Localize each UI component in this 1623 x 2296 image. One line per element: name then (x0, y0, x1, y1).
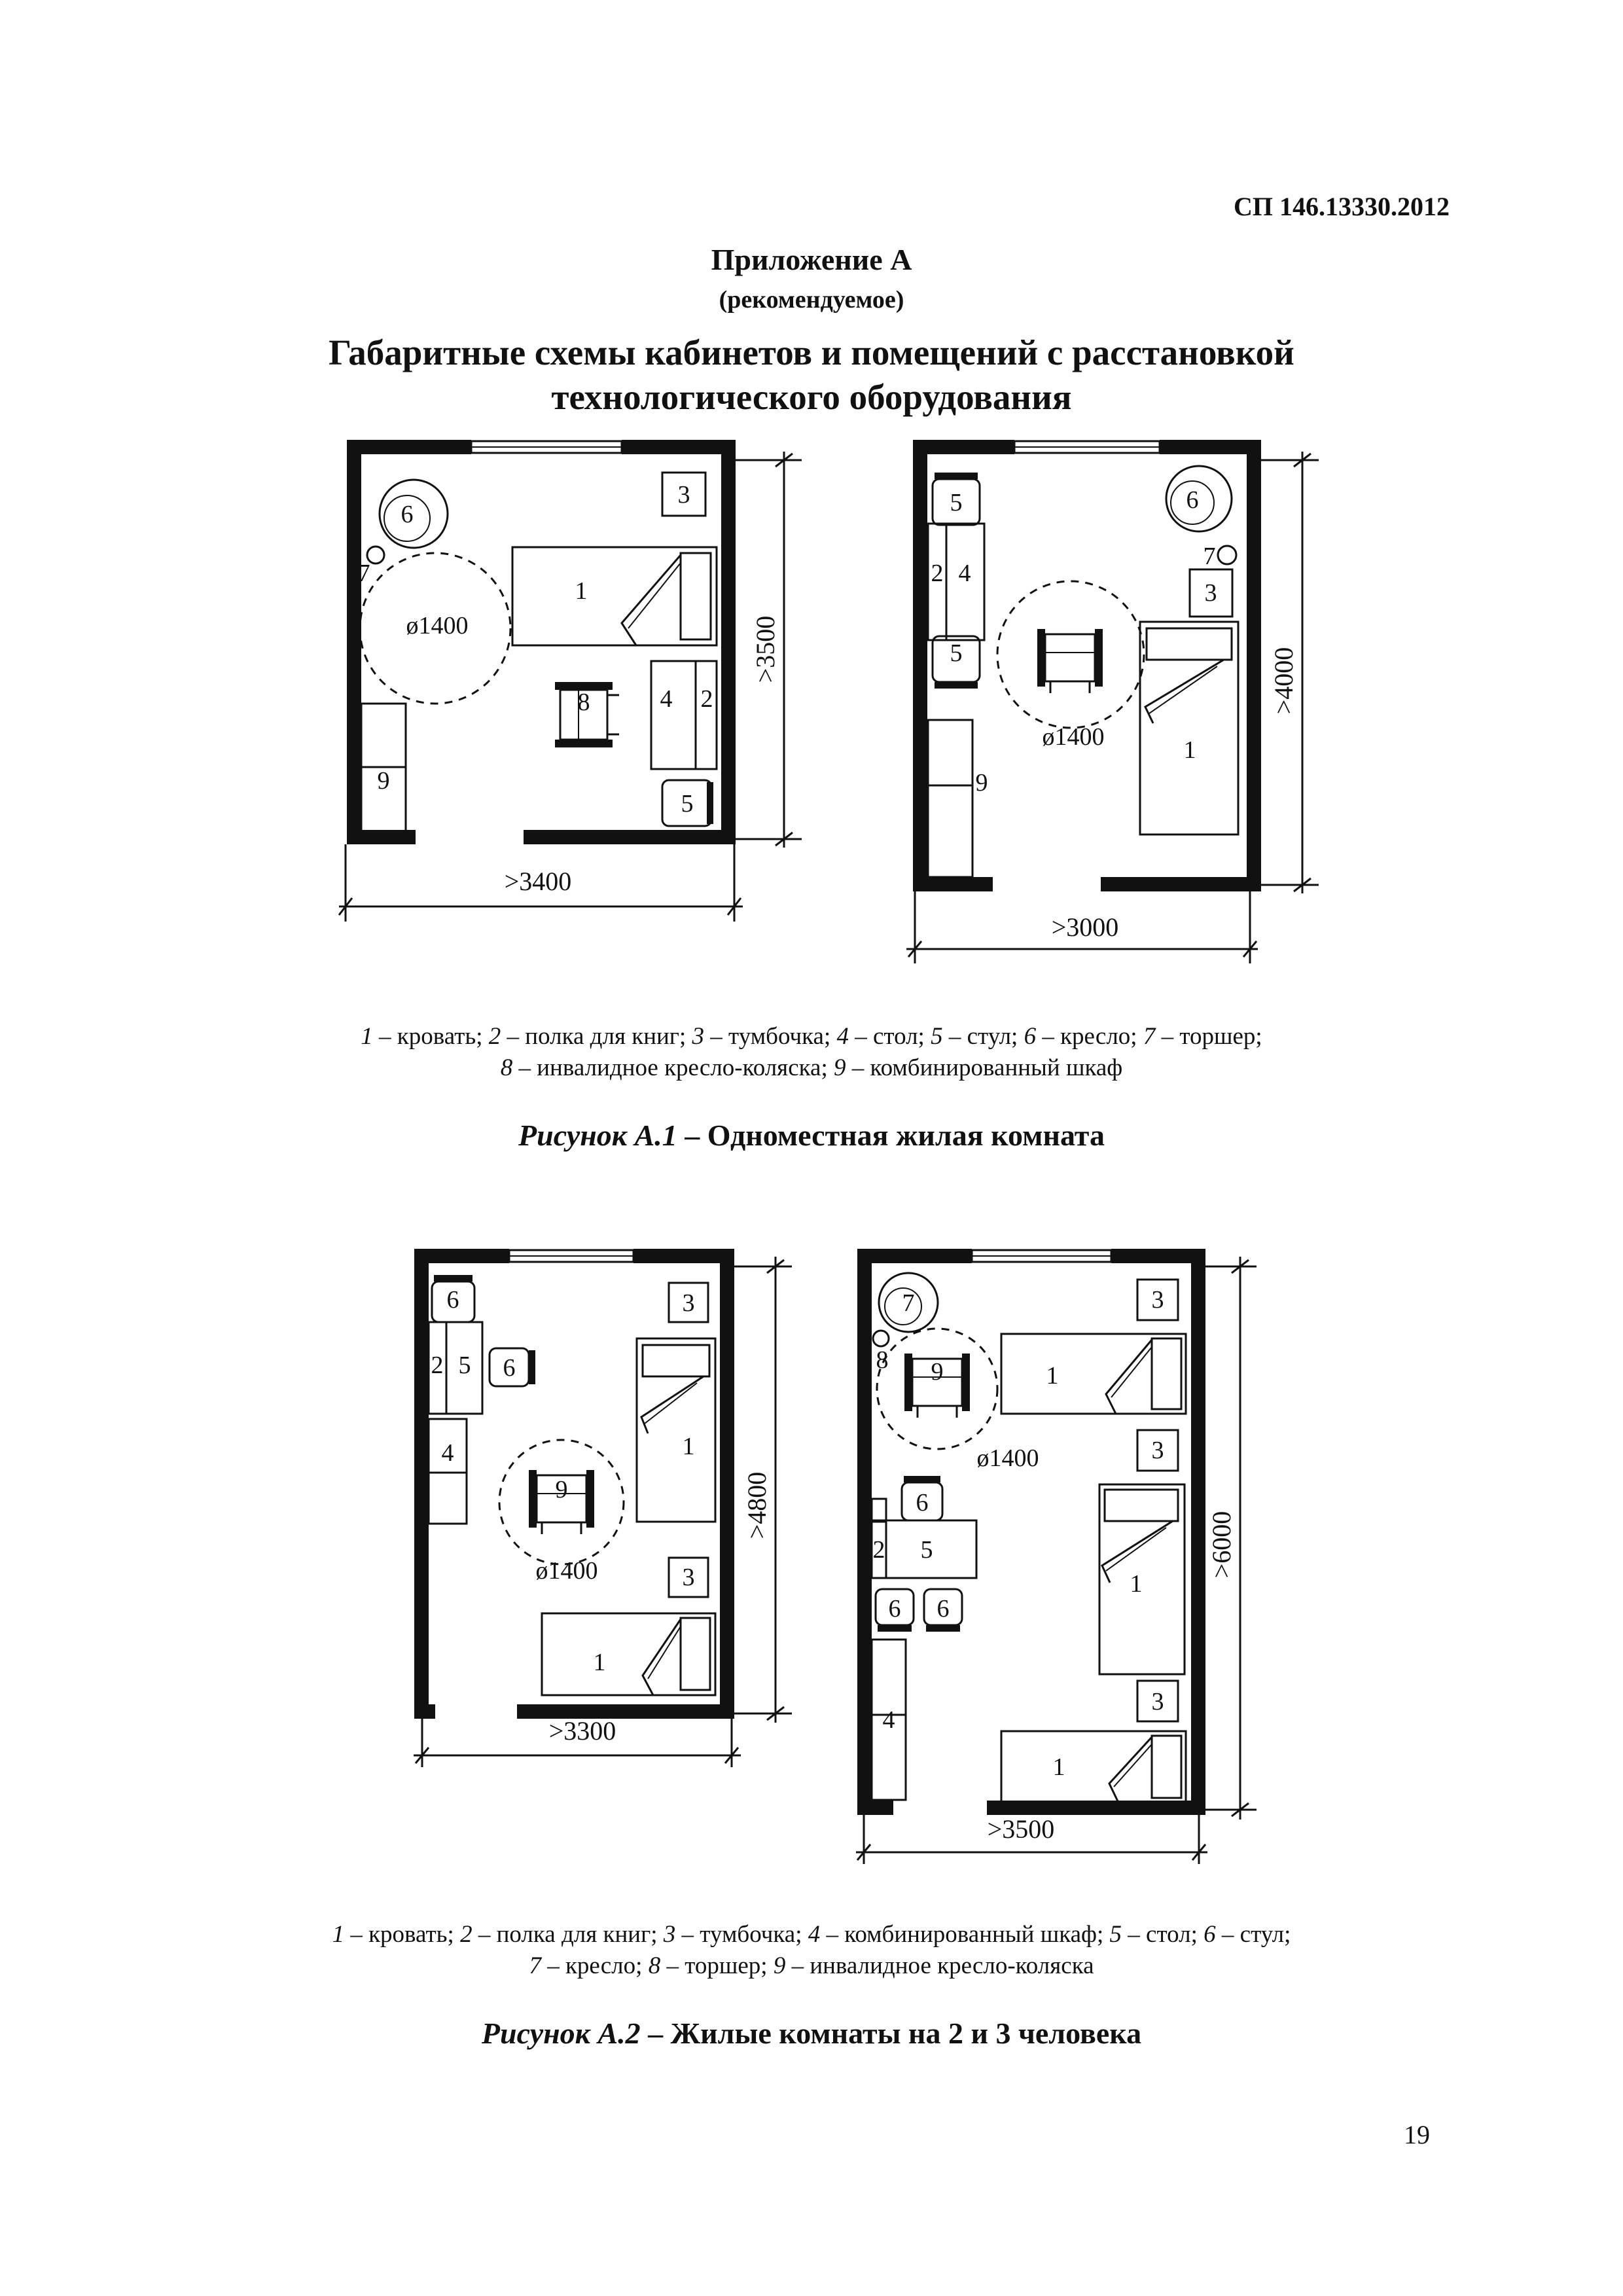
wall (913, 440, 927, 891)
wall (414, 1249, 509, 1263)
page-number: 19 (1404, 2120, 1430, 2149)
appendix-subtitle: (рекомендуемое) (719, 286, 904, 314)
document-code: СП 146.13330.2012 (1234, 192, 1450, 221)
fig1b-label-7: 7 (1203, 543, 1216, 570)
fig2b-label-diameter: ø1400 (976, 1444, 1039, 1472)
fig1b-label-6: 6 (1186, 486, 1199, 514)
fig1b-width-dimension: >3000 (1051, 912, 1119, 942)
fig1b-label-1: 1 (1183, 736, 1196, 764)
armchair (1166, 466, 1232, 531)
fig1b-label-5b: 5 (950, 639, 963, 667)
fig1-legend-line2: 8 – инвалидное кресло-коляска; 9 – комбинированный шкаф (500, 1054, 1123, 1081)
fig1a-label-1: 1 (575, 577, 588, 605)
fig2b-label-4: 4 (882, 1706, 895, 1734)
dimension-lines (414, 1257, 792, 1767)
fig1-room-a (339, 440, 802, 922)
appendix-heading-line1: Габаритные схемы кабинетов и помещений с расстановкой (329, 332, 1294, 372)
fig2b-label-5: 5 (920, 1536, 933, 1564)
fig2b-label-6b: 6 (888, 1595, 901, 1623)
fig2b-width-dimension: >3500 (987, 1814, 1055, 1844)
table (651, 661, 717, 769)
fig1-legend (0, 1021, 1623, 1084)
fig2a-label-4: 4 (441, 1439, 454, 1467)
fig2-caption: Рисунок А.2 – Жилые комнаты на 2 и 3 человека (481, 2017, 1142, 2050)
fig1a-label-5: 5 (681, 790, 694, 817)
fig1a-label-3: 3 (677, 481, 690, 509)
bed (1001, 1731, 1186, 1802)
fig2b-label-6: 6 (916, 1489, 929, 1516)
fig1a-label-diameter: ø1400 (406, 612, 469, 639)
fig2b-label-3c: 3 (1151, 1688, 1164, 1715)
fig2a-label-9: 9 (555, 1476, 568, 1503)
fig2b-label-7: 7 (902, 1289, 915, 1317)
fig1a-width-dimension: >3400 (504, 867, 572, 896)
bed (542, 1613, 715, 1695)
fig1b-label-2: 2 (931, 560, 944, 587)
wall (857, 1801, 893, 1815)
wall (414, 1704, 435, 1719)
fig2-room-a (414, 1249, 792, 1767)
fig2b-label-1b: 1 (1130, 1570, 1143, 1598)
fig1a-label-8: 8 (577, 689, 590, 716)
fig1-caption: Рисунок А.1 – Одноместная жилая комната (518, 1119, 1105, 1152)
fig2a-label-diameter: ø1400 (535, 1557, 598, 1585)
combined-wardrobe (928, 720, 972, 877)
wall (913, 877, 993, 891)
fig2-legend-line2: 7 – кресло; 8 – торшер; 9 – инвалидное кресло-коляска (529, 1952, 1094, 1979)
fig1b-label-3: 3 (1204, 579, 1217, 607)
floor-lamp (873, 1331, 889, 1346)
fig1a-label-9: 9 (377, 767, 390, 795)
fig2a-width-dimension: >3300 (548, 1716, 616, 1746)
turning-circle (877, 1329, 997, 1449)
fig2b-height-dimension: >6000 (1207, 1511, 1236, 1579)
fig2a-label-1b: 1 (593, 1649, 606, 1676)
wall (524, 830, 736, 844)
fig2a-label-3: 3 (682, 1289, 695, 1317)
appendix-heading-line2: технологического оборудования (551, 377, 1072, 417)
wall (1101, 877, 1261, 891)
wall (1191, 1249, 1205, 1815)
fig2-room-b (856, 1249, 1257, 1864)
fig1-legend-line1: 1 – кровать; 2 – полка для книг; 3 – тумбочка; 4 – стол; 5 – стул; 6 – кресло; 7 – торшер; (361, 1023, 1262, 1050)
fig1a-label-6: 6 (401, 501, 414, 528)
bed (637, 1338, 715, 1522)
fig2-legend (0, 1919, 1623, 1982)
fig2a-label-1: 1 (682, 1433, 695, 1460)
fig2a-label-3b: 3 (682, 1564, 695, 1591)
bed (1140, 622, 1238, 834)
fig2a-label-5: 5 (458, 1352, 471, 1379)
bed (1001, 1334, 1186, 1414)
wall (633, 1249, 734, 1263)
wall (1247, 440, 1261, 891)
fig2a-height-dimension: >4800 (742, 1471, 772, 1539)
fig1b-label-5: 5 (950, 489, 963, 516)
wall (347, 440, 361, 844)
combined-wardrobe (429, 1419, 467, 1524)
bed (512, 547, 717, 645)
wall (414, 1249, 429, 1719)
wall (1111, 1249, 1205, 1263)
fig2b-label-9: 9 (931, 1358, 944, 1386)
fig2a-label-2: 2 (431, 1352, 444, 1379)
fig2-legend-line1: 1 – кровать; 2 – полка для книг; 3 – тумбочка; 4 – комбинированный шкаф; 5 – стол; 6 – стул; (332, 1921, 1291, 1948)
wall (857, 1249, 872, 1815)
fig2b-label-3: 3 (1151, 1286, 1164, 1314)
wall (720, 1249, 734, 1719)
armchair (380, 480, 448, 548)
fig2b-label-3b: 3 (1151, 1437, 1164, 1464)
turning-circle (997, 581, 1144, 728)
fig2b-label-1c: 1 (1052, 1753, 1065, 1781)
appendix-title: Приложение А (711, 243, 912, 276)
fig1a-label-7: 7 (357, 560, 370, 587)
fig2a-label-6: 6 (446, 1286, 459, 1314)
wall (347, 440, 471, 454)
fig1b-height-dimension: >4000 (1269, 647, 1298, 715)
wall (622, 440, 736, 454)
fig1a-height-dimension: >3500 (751, 615, 780, 683)
wall (857, 1249, 972, 1263)
wall (913, 440, 1014, 454)
fig1b-label-4: 4 (958, 560, 971, 587)
fig1b-label-diameter: ø1400 (1042, 723, 1105, 751)
floor-lamp (1218, 546, 1236, 564)
fig2b-label-8: 8 (876, 1346, 889, 1374)
fig2b-label-2: 2 (872, 1536, 885, 1564)
fig1b-label-9: 9 (975, 769, 988, 797)
fig2b-label-6c: 6 (936, 1595, 950, 1623)
fig2a-label-6b: 6 (503, 1354, 516, 1382)
fig1a-label-2: 2 (700, 685, 713, 713)
wheelchair (1037, 629, 1103, 693)
fig1a-label-4: 4 (660, 685, 673, 713)
wall (1160, 440, 1261, 454)
fig2b-label-1: 1 (1046, 1362, 1059, 1390)
wall (721, 440, 736, 844)
fig1-room-b (906, 440, 1319, 963)
